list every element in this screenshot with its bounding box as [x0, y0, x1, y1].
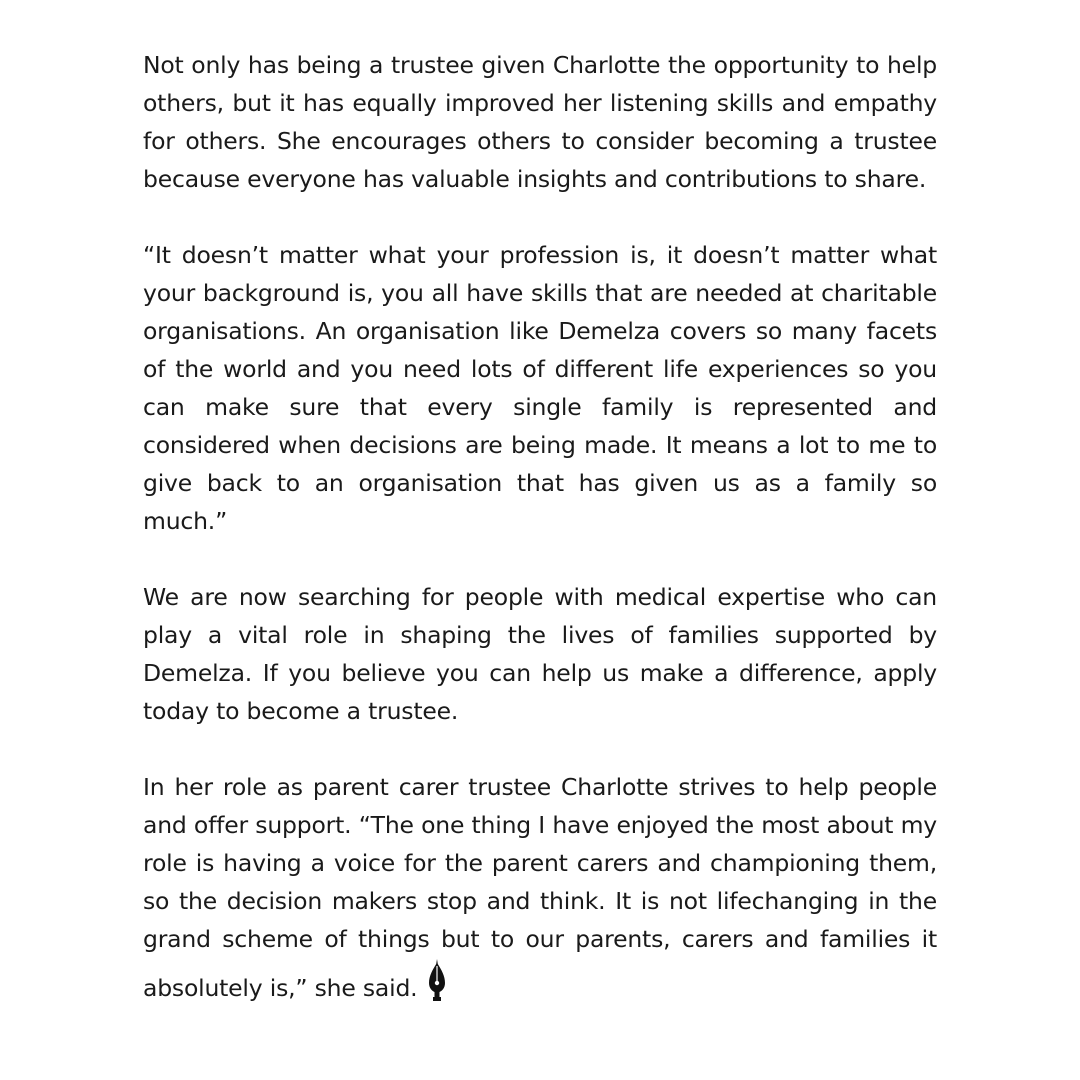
paragraph-trustee-opportunity: Not only has being a trustee given Charlotte the opportunity to help others, but it has equally improved her listening skills and empathy for others. She encourages others to consider becoming a trustee because everyone has valuable insights and contributions to share.: [143, 51, 937, 193]
paragraph-parent-carer-role-text: In her role as parent carer trustee Charlotte strives to help people and offer support. “The one thing I have enjoyed the most about my role is having a voice for the parent carers and championing them, so the decision makers stop and think. It is not lifechanging in the grand scheme of things but to our parents, carers and families it absolutely is,” she said.: [143, 773, 937, 1002]
paragraph-call-to-action: We are now searching for people with medical expertise who can play a vital role in shaping the lives of families supported by Demelza. If you believe you can help us make a difference, apply today to become a trustee.: [143, 583, 937, 725]
paragraph-quote-skills: “It doesn’t matter what your profession is, it doesn’t matter what your background is, you all have skills that are needed at charitable organisations. An organisation like Demelza covers so many facets of the world and you need lots of different life experiences so you can make sure that every single family is represented and considered when decisions are being made. It means a lot to me to give back to an organisation that has given us as a family so much.”: [143, 241, 937, 535]
fountain-pen-nib-icon: [425, 958, 449, 1002]
article-body: [143, 46, 937, 1007]
paragraph-parent-carer-role: [143, 768, 937, 1007]
